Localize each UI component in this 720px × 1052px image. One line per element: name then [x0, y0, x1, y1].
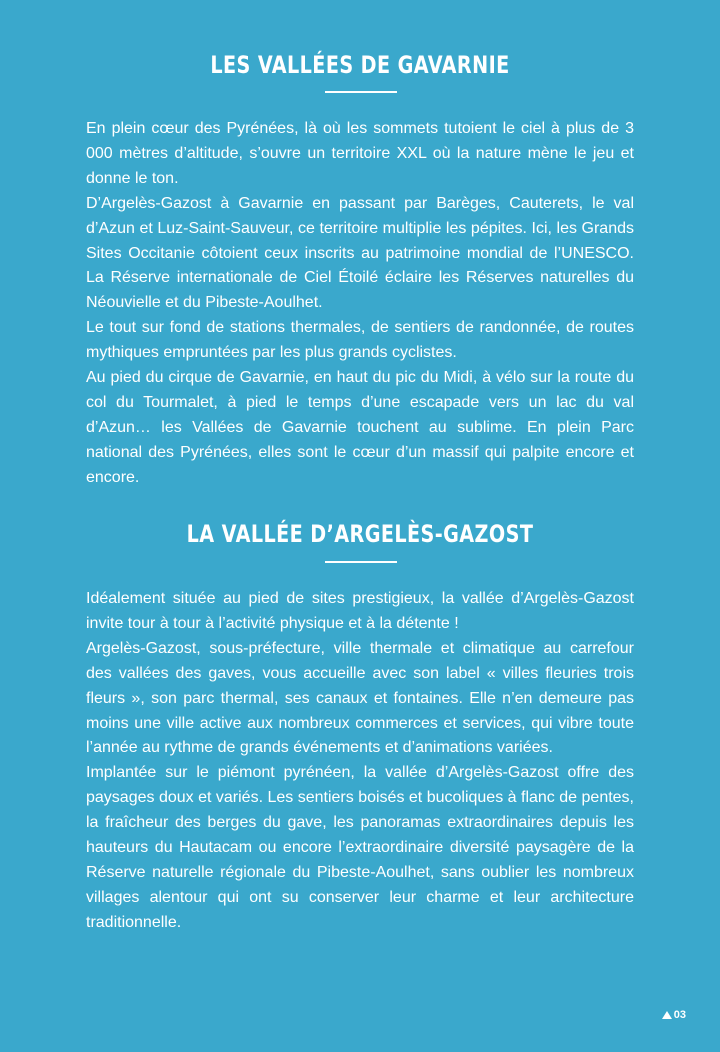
paragraph: Implantée sur le piémont pyrénéen, la vallée d’Argelès-Gazost offre des paysages doux et variés. Les sentiers boisés et bucoliques à flanc de pentes, la fraîcheur des berges du gave, les panoramas extraordinaires depuis les hauteurs du Hautacam ou encore l’extraordinaire diversité paysagère de la Réserve naturelle régionale du Pibeste-Aoulhet, sans oublier les nombreux villages alentour qui ont su conserver leur charme et leur architecture traditionnelle.: [86, 764, 634, 931]
page-number-label: 03: [673, 1009, 686, 1021]
paragraph: En plein cœur des Pyrénées, là où les sommets tutoient le ciel à plus de 3 000 mètres d’altitude, s’ouvre un territoire XXL où la nature mène le jeu et donne le ton.: [86, 120, 634, 187]
paragraph: Au pied du cirque de Gavarnie, en haut du pic du Midi, à vélo sur la route du col du Tourmalet, à pied le temps d’une escapade vers un lac du val d’Azun… les Vallées de Gavarnie touchent au sublime. En plein Parc national des Pyrénées, elles sont le cœur d’un massif qui palpite encore et encore.: [86, 369, 634, 486]
section-body-vallee-argeles-gazost: [86, 587, 634, 936]
triangle-up-icon: [662, 1011, 672, 1019]
section-title-vallees-de-gavarnie: LES VALLÉES DE GAVARNIE: [210, 51, 510, 79]
section-body-vallees-de-gavarnie: [86, 117, 634, 491]
paragraph: D’Argelès-Gazost à Gavarnie en passant par Barèges, Cauterets, le val d’Azun et Luz-Saint-Sauveur, ce territoire multiplie les pépites. Ici, les Grands Sites Occitanie côtoient ceux inscrits au patrimoine mondial de l’UNESCO. La Réserve internationale de Ciel Étoilé éclaire les Réserves naturelles du Néouvielle et du Pibeste-Aoulhet.: [86, 194, 634, 312]
paragraph: Le tout sur fond de stations thermales, de sentiers de randonnée, de routes mythiques empruntées par les plus grands cyclistes.: [86, 319, 634, 362]
title-underline: [325, 91, 397, 93]
paragraph: Argelès-Gazost, sous-préfecture, ville thermale et climatique au carrefour des vallées des gaves, vous accueille avec son label « villes fleuries trois fleurs », son parc thermal, ses canaux et fontaines. Elle n’en demeure pas moins une ville active aux nombreux commerces et services, qui vibre toute l’année au rythme de grands événements et d’animations variées.: [86, 639, 634, 757]
section-title-vallee-argeles-gazost: LA VALLÉE D’ARGELÈS-GAZOST: [186, 520, 534, 548]
paragraph: Idéalement située au pied de sites prestigieux, la vallée d’Argelès-Gazost invite tour à tour à l’activité physique et à la détente !: [86, 590, 634, 632]
page-number: [662, 1008, 686, 1022]
title-underline: [325, 561, 397, 563]
